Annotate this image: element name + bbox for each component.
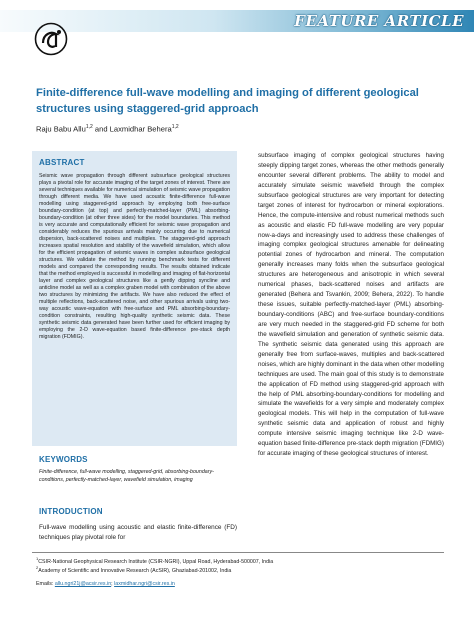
emails-label: Emails: <box>36 581 55 587</box>
authors <box>36 124 179 134</box>
keywords-text: Finite-difference, full-wave modelling, staggered-grid, absorbing-boundary-conditions, perfectly-matched-layer, wavefield simulation, imaging <box>39 469 214 483</box>
author-separator: and <box>92 124 110 134</box>
footnote-divider <box>32 552 444 553</box>
footnote-affiliation-1 <box>36 556 273 565</box>
abstract-text: Seismic wave propagation through different subsurface geological structures plays a pivotal role for accurate imaging of the target zones of interest. There are several techniques available for numerical simulation of seismic wave propagation through different media. We have used acoustic finite-difference full-wave modelling using staggered-grid approach by employing both free-surface boundary-condition (at top) and perfectly-matched-layer (PML) absorbing-boundary-condition (at other three sides) for the model boundaries. This method is very accurate and computationally efficient for seismic wave propagation and considerably reduces the spurious arrivals mainly occurring due to numerical dispersion, back-scattered noises and multiples. The staggered-grid approach increases spatial resolution and stability of the wavefield simulation, which allow for the efficient propagation of seismic waves in complex subsurface geological structures. We validate the method by running benchmark tests for different models and compared the corresponding results. The results obtained indicate that the method employed is successful in modelling and imaging of flat-horizontal layer and complex geological structures like a gently dipping syncline and anticline model as well as a complex graben model with combination of the above two structures by minimizing the artifacts. We have also reduced the effect of multiple reflections, back-scattered noise, and other spurious arrivals using two-way acoustic wave-equation with free-surface and PML absorbing-boundary-condition constraints, resulting high-quality synthetic seismic data. These synthetic seismic data generated have been further used for efficient imaging by employing the 2-D wave-equation based finite-difference pre-stack depth migration (FDMIG). <box>39 173 230 340</box>
footnote-text: CSIR-National Geophysical Research Institute (CSIR-NGRI), Uppal Road, Hyderabad-500007, India <box>38 558 274 565</box>
page-header <box>0 0 474 72</box>
body-text-right-column: subsurface imaging of complex geological structures having steeply dipping target zones, whereas the other methods generally encounter several different problems. The ability to model and accurately simulate seismic wavefield through the complex subsurface geological structures are very important for detecting target zones of interest for hydrocarbon or mineral explorations. Hence, the compute-intensive and robust numerical methods such as acoustic and elastic FD full-wave modelling are very popular now-a-days and increasingly used to address these challenges of imaging complex geological structures amenable for delineating potential zones of hydrocarbon and mineral. The computation generally increases many folds when the subsurface geological structures are heterogeneous and anisotropic in which several numerical phases, back-scattered noises and artifacts are generated (Behera and Tsvankin, 2009; Behera, 2022). To handle these issues, suitable perfectly-matched-layer (PML) absorbing-boundary-conditions (ABC) and free-surface boundary-conditions are very much needed in the staggered-grid FD scheme for both the wavefield simulation and generation of synthetic seismic data. The synthetic seismic data generated using this approach are generally free from surface-waves, multiples and back-scattered noises, which are highly dominant in the data when other modelling techniques are used. The main goal of this study is to demonstrate the application of FD method using staggered-grid approach with the help of PML absorbing-boundary-conditions for modelling and simulate the wavefields for a very simple and moderately complex geological models. This will help in the computation of full-wave synthetic seismic data and application of robust and highly compute intensive seismic imaging technique like 2-D wave-equation based finite-difference pre-stack depth migration (FDMIG) for accurate imaging of these geological structures of interest. <box>258 152 444 458</box>
author-name: Raju Babu Allu <box>36 124 86 134</box>
contact-emails <box>36 581 175 587</box>
article-title: Finite-difference full-wave modelling and imaging of different geological structures using staggered-grid approach <box>36 87 419 115</box>
abstract-box <box>32 151 237 446</box>
introduction-heading: INTRODUCTION <box>39 507 103 516</box>
email-link-1[interactable]: allu.ngri21j@acsir.res.in <box>54 581 112 587</box>
footnote-text: Academy of Scientific and Innovative Research (AcSIR), Ghaziabad-201002, India <box>38 567 232 574</box>
feature-article-label: FEATURE ARTICLE <box>294 12 464 30</box>
footnote-number: 2 <box>36 565 39 570</box>
author-affiliation: 1,2 <box>171 124 179 130</box>
introduction-text: Full-wave modelling using acoustic and elastic finite-difference (FD) techniques play pivotal role for <box>39 524 237 541</box>
abstract-heading: ABSTRACT <box>39 158 85 167</box>
author-affiliation: 1,2 <box>85 124 93 130</box>
email-separator: ; <box>111 581 115 587</box>
keywords-heading: KEYWORDS <box>39 455 88 464</box>
author-name: Laxmidhar Behera <box>109 124 172 134</box>
footnote-affiliation-2 <box>36 565 231 574</box>
email-link-2[interactable]: laxmidhar.ngri@csir.res.in <box>114 581 175 587</box>
journal-logo-icon <box>34 22 68 56</box>
footnote-number: 1 <box>36 556 39 561</box>
